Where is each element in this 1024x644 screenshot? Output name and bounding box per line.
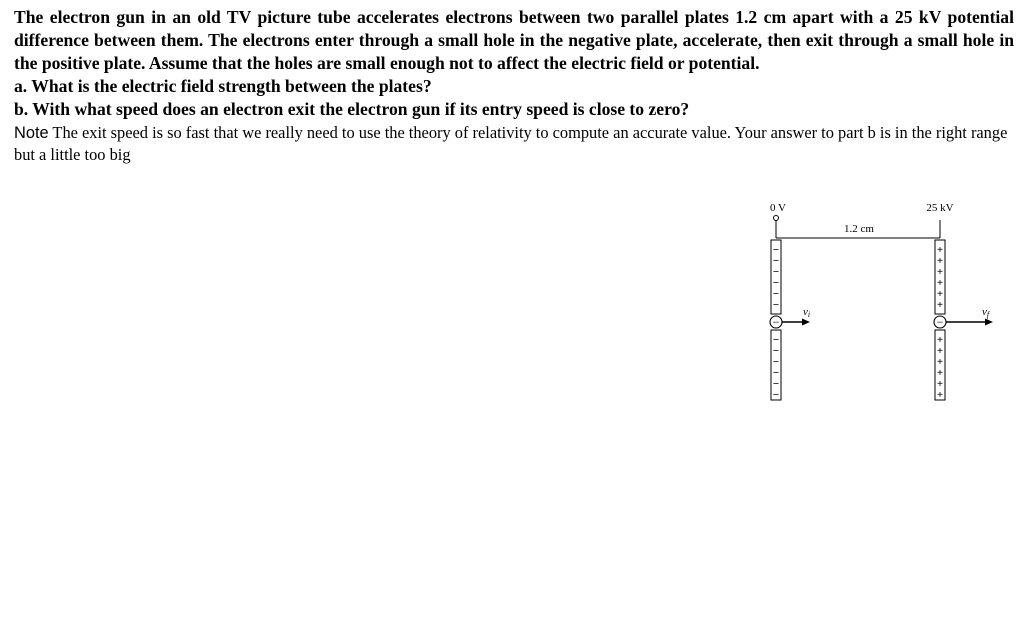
charge-sign: −: [772, 244, 780, 256]
note: [14, 122, 1014, 165]
question-part-a: a. What is the electric field strength between the plates?: [14, 76, 432, 96]
charge-sign: −: [772, 345, 780, 357]
exit-speed-label: vf: [982, 306, 990, 319]
charge-sign: +: [936, 299, 944, 311]
left-plate-voltage-label: 0 V: [770, 202, 786, 214]
arrowhead-icon: [802, 319, 810, 326]
charge-sign: −: [772, 356, 780, 368]
charge-sign: +: [936, 389, 944, 401]
diagram-svg: [756, 198, 1006, 408]
charge-sign: +: [936, 255, 944, 267]
electron-gun-diagram: [756, 198, 1006, 408]
charge-sign: +: [936, 356, 944, 368]
note-text: The exit speed is so fast that we really need to use the theory of relativity to compute an accurate value. Your answer to part b is in the right range but a little too big: [14, 123, 1008, 164]
charge-sign: −: [772, 334, 780, 346]
charge-sign: −: [772, 299, 780, 311]
charge-sign: −: [772, 378, 780, 390]
charge-sign: +: [936, 288, 944, 300]
arrowhead-icon: [985, 319, 993, 326]
charge-sign: −: [772, 389, 780, 401]
charge-sign: −: [772, 277, 780, 289]
problem-statement: The electron gun in an old TV picture tube accelerates electrons between two parallel plates 1.2 cm apart with a 25 kV potential difference between them. The electrons enter through a small hole in the negative plate, accelerate, then exit through a small hole in the positive plate. Assume that the holes are small enough not to affect the electric field or potential.: [14, 7, 1014, 73]
question-part-b: b. With what speed does an electron exit the electron gun if its entry speed is close to zero?: [14, 99, 690, 119]
charge-sign: −: [772, 266, 780, 278]
charge-sign: +: [936, 334, 944, 346]
charge-sign: +: [936, 378, 944, 390]
charge-sign: +: [936, 266, 944, 278]
charge-sign: +: [936, 244, 944, 256]
charge-sign: +: [936, 277, 944, 289]
note-label: Note: [14, 124, 49, 142]
electron-sign: −: [936, 315, 944, 329]
right-plate-voltage-label: 25 kV: [926, 202, 954, 214]
left-terminal-icon: [774, 216, 779, 221]
electron-sign: −: [772, 315, 780, 329]
charge-sign: −: [772, 255, 780, 267]
charge-sign: +: [936, 367, 944, 379]
separation-label: 1.2 cm: [844, 223, 874, 235]
entry-speed-label: vi: [803, 306, 811, 319]
problem-text: [14, 6, 1014, 165]
charge-sign: +: [936, 345, 944, 357]
charge-sign: −: [772, 367, 780, 379]
charge-sign: −: [772, 288, 780, 300]
